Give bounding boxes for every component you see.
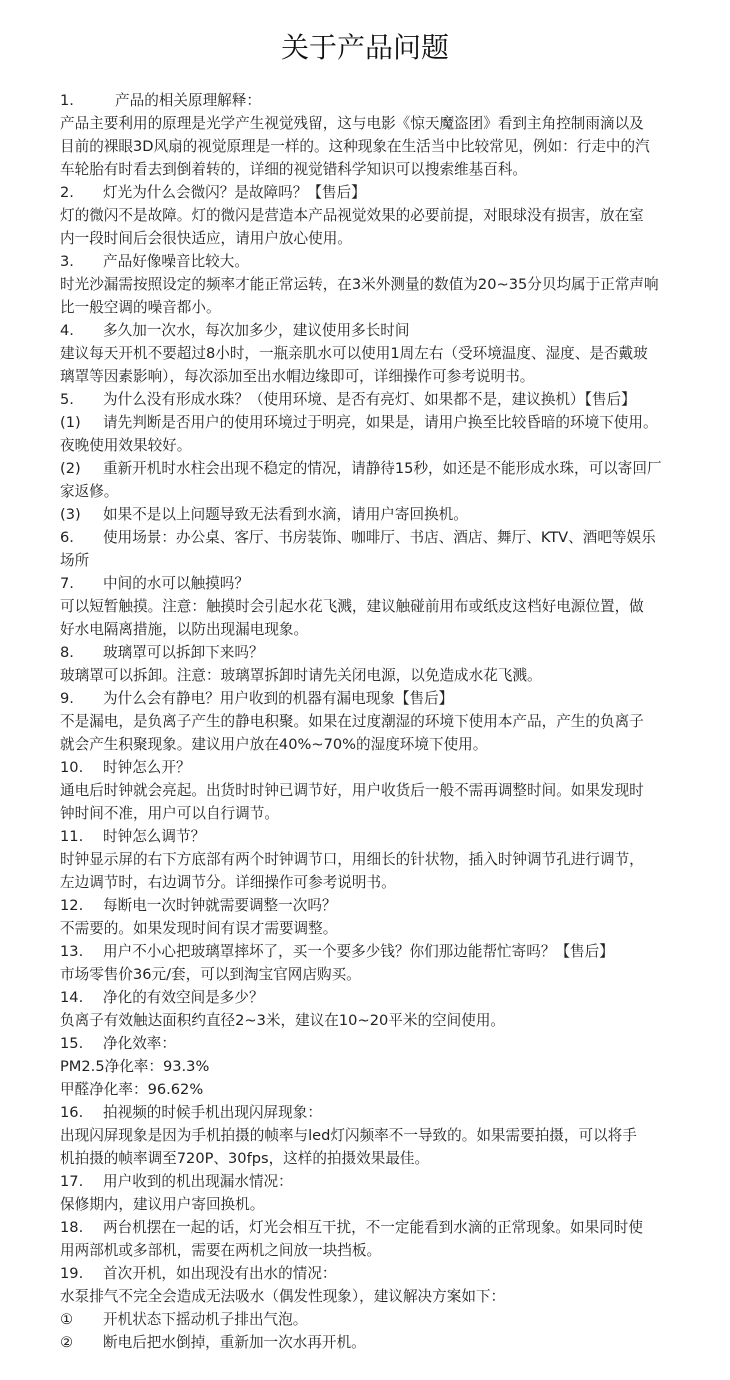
line-text: 璃罩等因素影响），每次添加至出水帽边缘即可，详细操作可参考说明书。 [60,368,535,385]
text-line [60,112,720,135]
text-line [60,756,720,779]
faq-answer [60,917,720,940]
text-line [60,296,720,319]
item-number: 3. [60,253,74,270]
text-line [60,365,720,388]
line-text: PM2.5净化率：93.3% [60,1058,210,1075]
text-line [60,526,720,549]
line-text: 左边调节时，右边调节分。详细操作可参考说明书。 [60,874,396,891]
faq-question [60,1032,720,1055]
text-line [60,1285,720,1308]
line-text: 时钟怎么调节？ [103,828,206,845]
line-text: 就会产生积聚现象。建议用户放在40%~70%的湿度环境下使用。 [60,736,488,753]
text-line [60,664,720,687]
text-line [60,733,720,756]
text-line [60,986,720,1009]
item-number: (2) [60,460,81,477]
item-number: 8. [60,644,74,661]
faq-question [60,411,720,457]
line-text: 产品的相关原理解释： [115,92,261,109]
line-text: 拍视频的时候手机出现闪屏现象： [103,1104,322,1121]
text-line [60,1216,720,1239]
line-text: 重新开机时水柱会出现不稳定的情况，请静待15秒，如还是不能形成水珠，可以寄回厂 [103,460,662,477]
faq-question [60,894,720,917]
faq-question [60,756,720,779]
text-line [60,1124,720,1147]
item-number: 10. [60,759,84,776]
faq-question [60,687,720,710]
text-line [60,1078,720,1101]
text-line [60,250,720,273]
text-line [60,480,720,503]
item-number: 7. [60,575,74,592]
line-text: 两台机摆在一起的话，灯光会相互干扰，不一定能看到水滴的正常现象。如果同时使 [103,1219,643,1236]
text-line [60,871,720,894]
line-text: 目前的裸眼3D风扇的视觉原理是一样的。这种现象在生活当中比较常见，例如：行走中的汽 [60,138,650,155]
line-text: 水泵排气不完全会造成无法吸水（偶发性现象），建议解决方案如下： [60,1288,506,1305]
text-line [60,1055,720,1078]
text-line [60,135,720,158]
line-text: 为什么会有静电？用户收到的机器有漏电现象【售后】 [103,690,454,707]
line-text: 中间的水可以触摸吗？ [103,575,249,592]
text-line [60,802,720,825]
line-text: 开机状态下摇动机子排出气泡。 [103,1311,308,1328]
line-text: 通电后时钟就会亮起。出货时时钟已调节好，用户收货后一般不需再调整时间。如果发现时 [60,782,644,799]
faq-content [60,89,720,1354]
faq-question [60,1262,720,1285]
item-number: 16. [60,1104,84,1121]
text-line [60,411,720,434]
faq-answer [60,664,720,687]
text-line [60,618,720,641]
text-line [60,687,720,710]
text-line [60,89,720,112]
line-text: 净化效率： [103,1035,176,1052]
line-text: 机拍摄的帧率调至720P、30fps，这样的拍摄效果最佳。 [60,1150,430,1167]
faq-question [60,1331,720,1354]
line-text: 玻璃罩可以拆卸下来吗？ [103,644,264,661]
page-title: 关于产品问题 [280,31,449,64]
faq-question [60,319,720,342]
text-line [60,1331,720,1354]
faq-question [60,572,720,595]
line-text: 灯光为什么会微闪？是故障吗？【售后】 [103,184,366,201]
faq-question [60,641,720,664]
text-line [60,1170,720,1193]
text-line [60,1032,720,1055]
text-line [60,572,720,595]
text-line [60,388,720,411]
faq-answer [60,595,720,641]
text-line [60,963,720,986]
line-text: 产品好像噪音比较大。 [103,253,249,270]
faq-question [60,250,720,273]
faq-answer [60,1055,720,1101]
faq-answer [60,779,720,825]
text-line [60,549,720,572]
item-number: 19. [60,1265,84,1282]
line-text: 产品主要利用的原理是光学产生视觉残留，这与电影《惊天魔盗团》看到主角控制雨滴以及 [60,115,644,132]
line-text: 玻璃罩可以拆卸。注意：玻璃罩拆卸时请先关闭电源，以免造成水花飞溅。 [60,667,542,684]
line-text: 好水电隔离措施，以防出现漏电现象。 [60,621,309,638]
faq-question [60,1308,720,1331]
text-line [60,1239,720,1262]
item-number: 17. [60,1173,84,1190]
faq-question [60,503,720,526]
faq-answer [60,204,720,250]
line-text: 为什么没有形成水珠？（使用环境、是否有亮灯、如果都不是，建议换机）【售后】 [103,391,636,408]
faq-answer [60,342,720,388]
text-line [60,710,720,733]
faq-question [60,388,720,411]
text-line [60,1193,720,1216]
line-text: 断电后把水倒掉，重新加一次水再开机。 [103,1334,366,1351]
line-text: 用户不小心把玻璃罩摔坏了，买一个要多少钱？你们那边能帮忙寄吗？【售后】 [103,943,614,960]
line-text: 出现闪屏现象是因为手机拍摄的帧率与led灯闪频率不一导致的。如果需要拍摄，可以将手 [60,1127,637,1144]
line-text: 比一般空调的噪音都小。 [60,299,221,316]
text-line [60,503,720,526]
text-line [60,848,720,871]
text-line [60,917,720,940]
text-line [60,227,720,250]
text-line [60,595,720,618]
text-line [60,894,720,917]
line-text: 不是漏电，是负离子产生的静电积聚。如果在过度潮湿的环境下使用本产品，产生的负离子 [60,713,644,730]
line-text: 内一段时间后会很快适应，请用户放心使用。 [60,230,352,247]
line-text: 如果不是以上问题导致无法看到水滴，请用户寄回换机。 [103,506,468,523]
line-text: 车轮胎有时看去到倒着转的，详细的视觉错科学知识可以搜索维基百科。 [60,161,528,178]
faq-question [60,181,720,204]
faq-answer [60,1009,720,1032]
faq-question [60,457,720,503]
faq-question [60,940,720,963]
text-line [60,1262,720,1285]
line-text: 场所 [60,552,90,569]
faq-answer [60,710,720,756]
line-text: 建议每天开机不要超过8小时，一瓶亲肌水可以使用1周左右（受环境温度、湿度、是否戴玻 [60,345,648,362]
text-line [60,641,720,664]
item-number: (1) [60,414,81,431]
line-text: 可以短暂触摸。注意：触摸时会引起水花飞溅，建议触碰前用布或纸皮这档好电源位置，做 [60,598,644,615]
line-text: 时钟怎么开？ [103,759,191,776]
item-number: ② [60,1334,74,1351]
text-line [60,779,720,802]
item-number: 5. [60,391,74,408]
line-text: 用两部机或多部机，需要在两机之间放一块挡板。 [60,1242,382,1259]
line-text: 时钟显示屏的右下方底部有两个时钟调节口，用细长的针状物，插入时钟调节孔进行调节， [60,851,644,868]
item-number: 2. [60,184,74,201]
text-line [60,342,720,365]
line-text: 保修期内，建议用户寄回换机。 [60,1196,265,1213]
item-number: 9. [60,690,74,707]
line-text: 请先判断是否用户的使用环境过于明亮，如果是，请用户换至比较昏暗的环境下使用。 [103,414,658,431]
line-text: 钟时间不准，用户可以自行调节。 [60,805,279,822]
text-line [60,457,720,480]
line-text: 负离子有效触达面积约直径2~3米，建议在10~20平米的空间使用。 [60,1012,506,1029]
line-text: 家返修。 [60,483,119,500]
line-text: 夜晚使用效果较好。 [60,437,192,454]
faq-question [60,1101,720,1124]
item-number: 4. [60,322,74,339]
faq-answer [60,1285,720,1308]
text-line [60,204,720,227]
faq-answer [60,273,720,319]
line-text: 使用场景：办公桌、客厅、书房装饰、咖啡厅、书店、酒店、舞厅、KTV、酒吧等娱乐 [103,529,656,546]
line-text: 市场零售价36元/套，可以到淘宝官网店购买。 [60,966,361,983]
faq-question [60,825,720,848]
text-line [60,434,720,457]
item-number: 14. [60,989,84,1006]
faq-question [60,89,720,112]
item-number: 12. [60,897,84,914]
text-line [60,319,720,342]
item-number: 1. [60,92,74,109]
line-text: 每断电一次时钟就需要调整一次吗？ [103,897,337,914]
faq-question [60,1170,720,1193]
text-line [60,181,720,204]
text-line [60,940,720,963]
faq-answer [60,1124,720,1170]
faq-answer [60,963,720,986]
line-text: 灯的微闪不是故障。灯的微闪是营造本产品视觉效果的必要前提，对眼球没有损害，放在室 [60,207,644,224]
text-line [60,273,720,296]
line-text: 用户收到的机出现漏水情况： [103,1173,293,1190]
item-number: 18. [60,1219,84,1236]
line-text: 时光沙漏需按照设定的频率才能正常运转，在3米外测量的数值为20~35分贝均属于正常声响 [60,276,659,293]
item-number: (3) [60,506,81,523]
faq-question [60,526,720,572]
faq-question [60,986,720,1009]
text-line [60,1147,720,1170]
text-line [60,1009,720,1032]
item-number: 13. [60,943,84,960]
item-number: 15. [60,1035,84,1052]
text-line [60,1101,720,1124]
faq-answer [60,1193,720,1216]
item-number: ① [60,1311,74,1328]
faq-answer [60,848,720,894]
text-line [60,158,720,181]
line-text: 甲醛净化率：96.62% [60,1081,204,1098]
faq-answer [60,112,720,181]
text-line [60,825,720,848]
item-number: 11. [60,828,84,845]
faq-question [60,1216,720,1262]
line-text: 多久加一次水，每次加多少，建议使用多长时间 [103,322,410,339]
text-line [60,1308,720,1331]
item-number: 6. [60,529,74,546]
line-text: 不需要的。如果发现时间有误才需要调整。 [60,920,338,937]
line-text: 净化的有效空间是多少？ [103,989,264,1006]
line-text: 首次开机，如出现没有出水的情况： [103,1265,337,1282]
